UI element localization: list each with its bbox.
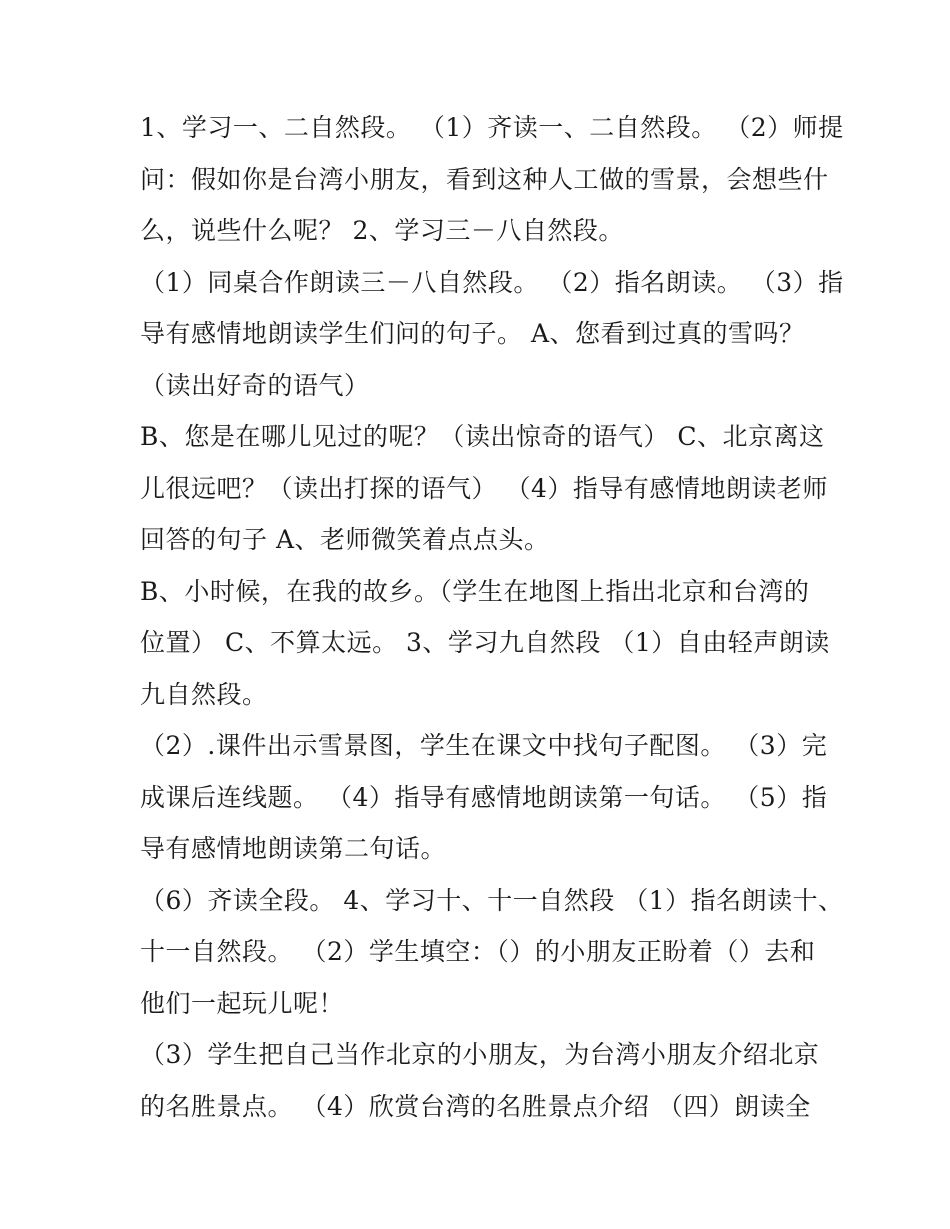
text-line: B、您是在哪儿见过的呢？（读出惊奇的语气） C、北京离这: [140, 422, 825, 451]
text-line: 导有感情地朗读第二句话。: [140, 834, 447, 863]
text-line: 导有感情地朗读学生们问的句子。 A、您看到过真的雪吗？: [140, 319, 805, 348]
text-line: （3）学生把自己当作北京的小朋友，为台湾小朋友介绍北京: [140, 1040, 820, 1069]
text-line: （2）.课件出示雪景图，学生在课文中找句子配图。 （3）完: [140, 731, 828, 760]
text-line: 十一自然段。 （2）学生填空：（）的小朋友正盼着（）去和: [140, 937, 816, 966]
text-line: （读出好奇的语气）: [140, 370, 370, 400]
text-line: 位置） C、不算太远。 3、学习九自然段 （1）自由轻声朗读: [140, 628, 830, 657]
text-line: 么，说些什么呢？ 2、学习三－八自然段。: [140, 216, 624, 245]
text-line: 问：假如你是台湾小朋友，看到这种人工做的雪景，会想些什: [140, 164, 829, 194]
body-text: [140, 102, 844, 1132]
text-line: 成课后连线题。 （4）指导有感情地朗读第一句话。 （5）指: [140, 782, 828, 812]
text-line: 儿很远吧？（读出打探的语气） （4）指导有感情地朗读老师: [140, 473, 828, 503]
text-line: （6）齐读全段。 4、学习十、十一自然段 （1）指名朗读十、: [140, 885, 844, 915]
text-line: 他们一起玩儿呢！: [140, 988, 345, 1018]
text-line: 回答的句子 A、老师微笑着点点头。: [140, 525, 550, 554]
text-line: 九自然段。: [140, 679, 268, 709]
text-line: 的名胜景点。 （4）欣赏台湾的名胜景点介绍 （四）朗读全: [140, 1091, 811, 1121]
text-line: B、小时候，在我的故乡。（学生在地图上指出北京和台湾的: [140, 576, 810, 606]
text-line: 1、学习一、二自然段。 （1）齐读一、二自然段。 （2）师提: [140, 113, 844, 142]
text-line: （1）同桌合作朗读三－八自然段。 （2）指名朗读。 （3）指: [140, 267, 844, 297]
